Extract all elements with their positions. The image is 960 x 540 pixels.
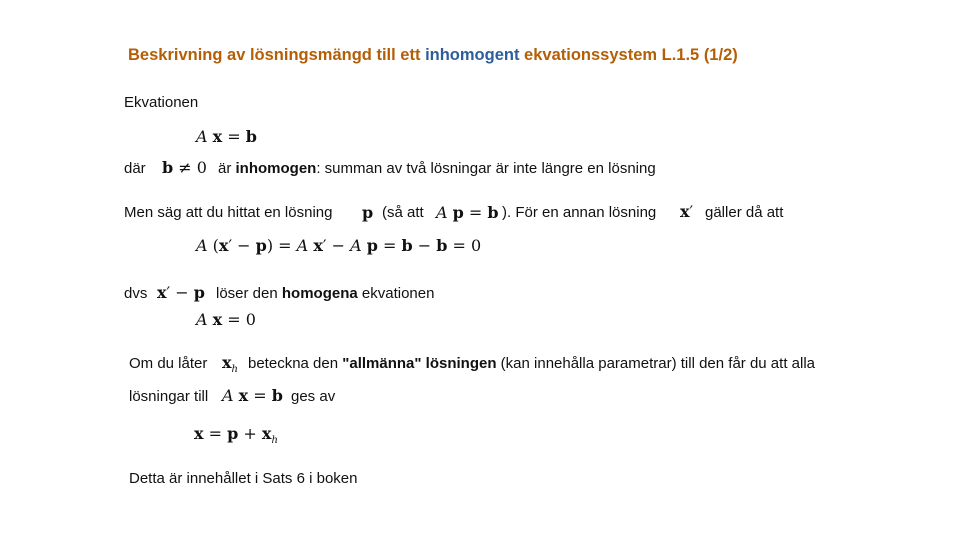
- text-detta: Detta är innehållet i Sats 6 i boken: [129, 470, 358, 487]
- slide-title: Beskrivning av lösningsmängd till ett inhomogent ekvationssystem L.1.5 (1/2): [128, 46, 738, 64]
- label-ekvationen: Ekvationen: [124, 94, 199, 111]
- text-for-annan: ). För en annan lösning: [502, 204, 657, 221]
- text-inhomogen: är inhomogen: summan av två lösningar är inte längre en lösning: [218, 160, 656, 177]
- equation-ax-b: A x = b: [196, 127, 257, 146]
- math-p: p: [362, 203, 374, 222]
- equation-derivation: A (x′ − p) = A x′ − A p = b − b = 0: [196, 236, 482, 255]
- equation-ap-b: A p = b: [436, 203, 499, 222]
- equation-ax-b-inline: A x = b: [222, 386, 283, 405]
- text-losningar-till: lösningar till: [129, 388, 209, 405]
- text-beteckna: beteckna den "allmänna" lösningen (kan innehålla parametrar) till den får du att alla: [248, 355, 816, 372]
- math-x-prime: x′: [680, 202, 694, 221]
- equation-b-neq-0: b ≠ 0: [162, 158, 207, 177]
- equation-ax-0: A x = 0: [196, 310, 256, 329]
- math-x-prime-minus-p: x′ − p: [157, 283, 205, 302]
- text-sa-att: (så att: [382, 204, 424, 221]
- text-om-du: Om du låter: [129, 355, 208, 372]
- equation-general-solution: $x = p + x_h$: [194, 424, 278, 446]
- label-dvs: dvs: [124, 285, 148, 302]
- math-xh: $x_h$: [222, 353, 238, 375]
- text-homogena: löser den homogena ekvationen: [216, 285, 435, 302]
- text-galler: gäller då att: [705, 204, 784, 221]
- label-dar: där: [124, 160, 146, 177]
- text-men-sag: Men säg att du hittat en lösning: [124, 204, 333, 221]
- text-ges-av: ges av: [291, 388, 336, 405]
